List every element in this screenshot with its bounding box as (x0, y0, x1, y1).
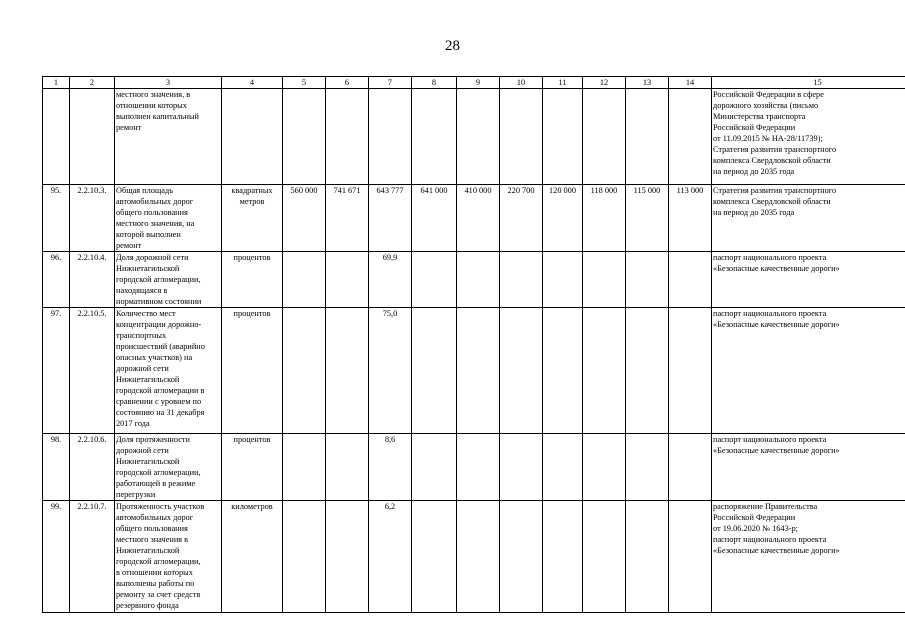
indicator-value (457, 89, 500, 185)
source-line: на период до 2035 года (713, 208, 795, 217)
indicator-value (543, 308, 583, 434)
table-row (43, 434, 905, 501)
indicator-value (283, 501, 326, 613)
indicator-name-line: Количество мест (116, 309, 176, 318)
indicator-value (500, 434, 543, 501)
row-number: 98. (43, 434, 70, 501)
indicator-value (283, 252, 326, 308)
source-document (712, 434, 905, 501)
indicator-value (583, 501, 626, 613)
indicator-name-line: Доля дорожной сети (116, 253, 189, 262)
indicator-value (669, 308, 712, 434)
indicator-name (115, 308, 222, 434)
indicators-table (42, 76, 905, 613)
indicator-value: 741 671 (326, 185, 369, 252)
indicator-name-line: транспортных (116, 331, 167, 340)
indicator-value (500, 308, 543, 434)
source-document (712, 89, 905, 185)
indicator-code (70, 89, 115, 185)
indicator-value (457, 308, 500, 434)
indicator-value (500, 501, 543, 613)
indicator-value (626, 434, 669, 501)
indicator-value (669, 89, 712, 185)
unit-of-measure: процентов (222, 252, 283, 308)
indicator-name-line: Нижнетагильской (116, 264, 180, 273)
table-row (43, 252, 905, 308)
indicator-value (326, 252, 369, 308)
indicator-name-line: состоянию на 31 декабря (116, 408, 205, 417)
indicator-value (626, 252, 669, 308)
indicator-code: 2.2.10.7. (70, 501, 115, 613)
indicator-name-line: местного значения, на (116, 219, 195, 228)
indicator-value (283, 308, 326, 434)
indicator-value (326, 308, 369, 434)
indicator-name-line: работающей в режиме (116, 479, 196, 488)
source-line: паспорт национального проекта (713, 309, 827, 318)
indicator-name-line: ремонту за счет средств (116, 590, 201, 599)
indicator-value (669, 501, 712, 613)
unit-of-measure: квадратных метров (222, 185, 283, 252)
indicator-value (500, 89, 543, 185)
indicator-name-line: Нижнетагильской (116, 375, 180, 384)
indicator-name-line: ремонт (116, 241, 142, 250)
indicator-value: 113 000 (669, 185, 712, 252)
column-number: 4 (222, 77, 283, 89)
indicator-name-line: концентрации дорожно- (116, 320, 202, 329)
source-line: «Безопасные качественные дороги» (713, 264, 840, 273)
column-number: 8 (412, 77, 457, 89)
indicator-value (543, 434, 583, 501)
indicator-value: 75,0 (369, 308, 412, 434)
row-number (43, 89, 70, 185)
indicator-name (115, 434, 222, 501)
table-row (43, 501, 905, 613)
indicator-value: 410 000 (457, 185, 500, 252)
table-body (43, 77, 905, 613)
indicator-name-line: Доля протяженности (116, 435, 190, 444)
indicator-value (626, 501, 669, 613)
indicator-value (583, 89, 626, 185)
source-document (712, 185, 905, 252)
indicator-value (669, 252, 712, 308)
column-number: 15 (712, 77, 905, 89)
indicator-value (412, 89, 457, 185)
indicator-value (626, 308, 669, 434)
indicator-name-line: резервного фонда (116, 601, 179, 610)
indicator-value (283, 89, 326, 185)
source-line: Министерства транспорта (713, 112, 806, 121)
indicator-value: 220 700 (500, 185, 543, 252)
indicator-code: 2.2.10.4. (70, 252, 115, 308)
indicator-value: 8,6 (369, 434, 412, 501)
indicator-name-line: автомобильных дорог (116, 197, 194, 206)
source-document (712, 252, 905, 308)
indicator-value: 560 000 (283, 185, 326, 252)
column-number: 5 (283, 77, 326, 89)
column-number: 1 (43, 77, 70, 89)
source-line: Российской Федерации в сфере (713, 90, 824, 99)
column-number: 12 (583, 77, 626, 89)
column-number-row (43, 77, 905, 89)
indicator-value (669, 434, 712, 501)
column-number: 6 (326, 77, 369, 89)
unit-of-measure (222, 89, 283, 185)
source-line: «Безопасные качественные дороги» (713, 446, 840, 455)
source-line: паспорт национального проекта (713, 535, 827, 544)
column-number: 2 (70, 77, 115, 89)
source-line: от 11.09.2015 № НА-28/11739); (713, 134, 823, 143)
indicator-code: 2.2.10.6. (70, 434, 115, 501)
source-line: Стратегия развития транспортного (713, 186, 837, 195)
source-line: «Безопасные качественные дороги» (713, 320, 840, 329)
page-number: 28 (445, 38, 460, 54)
source-line: комплекса Свердловской области (713, 156, 831, 165)
indicator-value (326, 501, 369, 613)
column-number: 11 (543, 77, 583, 89)
indicator-value (543, 89, 583, 185)
indicator-name-line: выполнен капитальный (116, 112, 199, 121)
indicator-value: 6,2 (369, 501, 412, 613)
indicator-name-line: общего пользования (116, 524, 188, 533)
indicator-name-line: выполнены работы по (116, 579, 195, 588)
indicator-name-line: городской агломерации, (116, 557, 201, 566)
indicator-name-line: перегрузки (116, 490, 156, 499)
source-line: комплекса Свердловской области (713, 197, 831, 206)
row-number: 96. (43, 252, 70, 308)
source-line: «Безопасные качественные дороги» (713, 546, 840, 555)
indicator-value (543, 501, 583, 613)
table-row (43, 308, 905, 434)
indicator-name (115, 252, 222, 308)
source-line: распоряжение Правительства (713, 502, 818, 511)
indicator-value (412, 252, 457, 308)
column-number: 3 (115, 77, 222, 89)
indicator-name-line: нормативном состоянии (116, 297, 202, 306)
row-number: 97. (43, 308, 70, 434)
indicator-name-line: общего пользования (116, 208, 188, 217)
column-number: 10 (500, 77, 543, 89)
indicator-name-line: городской агломерации, (116, 468, 201, 477)
indicator-name-line: сравнении с уровнем по (116, 397, 202, 406)
indicator-value (412, 501, 457, 613)
indicator-name-line: 2017 года (116, 419, 150, 428)
indicator-value: 115 000 (626, 185, 669, 252)
indicator-name-line: городской агломерации в (116, 386, 205, 395)
source-document (712, 501, 905, 613)
column-number: 13 (626, 77, 669, 89)
indicator-name-line: местного значения, в (116, 90, 191, 99)
indicator-value (283, 434, 326, 501)
source-line: Российской Федерации (713, 123, 796, 132)
indicator-name-line: Протяженность участков (116, 502, 205, 511)
column-number: 7 (369, 77, 412, 89)
source-line: дорожного хозяйства (письмо (713, 101, 819, 110)
indicator-value: 641 000 (412, 185, 457, 252)
indicator-name-line: местного значения в (116, 535, 189, 544)
indicator-name-line: Нижнетагильской (116, 546, 180, 555)
row-number: 95. (43, 185, 70, 252)
column-number: 14 (669, 77, 712, 89)
indicator-value (369, 89, 412, 185)
source-document (712, 308, 905, 434)
column-number: 9 (457, 77, 500, 89)
source-line: Российской Федерации (713, 513, 796, 522)
indicator-name-line: городской агломерации, (116, 275, 201, 284)
indicator-name (115, 501, 222, 613)
indicator-value (457, 501, 500, 613)
unit-of-measure: процентов (222, 308, 283, 434)
table-row (43, 89, 905, 185)
indicator-value (326, 89, 369, 185)
indicator-value: 120 000 (543, 185, 583, 252)
indicator-value (412, 308, 457, 434)
source-line: паспорт национального проекта (713, 253, 827, 262)
indicator-name-line: находящаяся в (116, 286, 168, 295)
indicator-name-line: автомобильных дорог (116, 513, 194, 522)
indicator-value: 69,9 (369, 252, 412, 308)
indicator-code: 2.2.10.5. (70, 308, 115, 434)
table-row (43, 185, 905, 252)
indicator-value (583, 252, 626, 308)
indicator-name-line: дорожной сети (116, 364, 169, 373)
indicator-name (115, 185, 222, 252)
indicator-value (543, 252, 583, 308)
row-number: 99. (43, 501, 70, 613)
indicator-value (457, 252, 500, 308)
indicator-name-line: которой выполнен (116, 230, 181, 239)
indicator-name-line: ремонт (116, 123, 142, 132)
source-line: на период до 2035 года (713, 167, 795, 176)
indicator-code: 2.2.10.3. (70, 185, 115, 252)
indicator-name-line: опасных участков) на (116, 353, 193, 362)
source-line: паспорт национального проекта (713, 435, 827, 444)
indicator-value (626, 89, 669, 185)
indicator-value (583, 308, 626, 434)
source-line: от 19.06.2020 № 1643-р; (713, 524, 798, 533)
indicator-value (500, 252, 543, 308)
indicator-name-line: в отношении которых (116, 568, 193, 577)
indicator-value (326, 434, 369, 501)
indicator-value: 643 777 (369, 185, 412, 252)
indicator-value (583, 434, 626, 501)
unit-of-measure: процентов (222, 434, 283, 501)
indicator-name-line: Нижнетагильской (116, 457, 180, 466)
indicator-value (412, 434, 457, 501)
indicator-name (115, 89, 222, 185)
unit-of-measure: километров (222, 501, 283, 613)
indicator-name-line: Общая площадь (116, 186, 173, 195)
indicator-name-line: отношении которых (116, 101, 187, 110)
indicator-value (457, 434, 500, 501)
indicator-name-line: происшествий (аварийно (116, 342, 205, 351)
indicator-value: 118 000 (583, 185, 626, 252)
source-line: Стратегия развития транспортного (713, 145, 837, 154)
indicator-name-line: дорожной сети (116, 446, 169, 455)
